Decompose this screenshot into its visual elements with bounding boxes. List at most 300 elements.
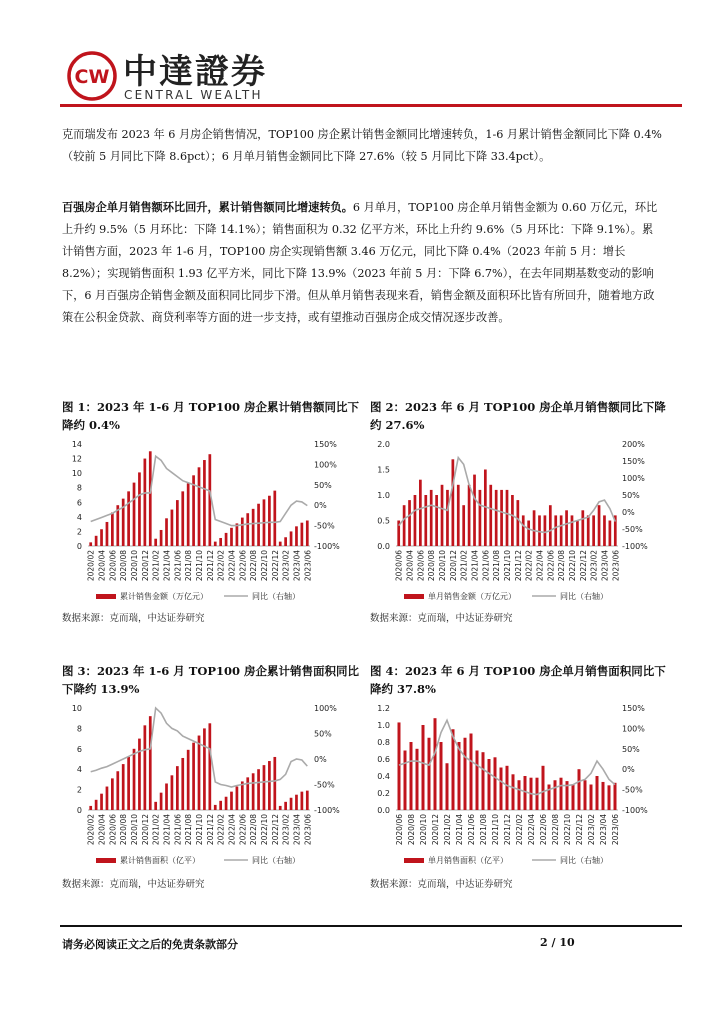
legend-line-label: 同比（右轴） [252, 856, 300, 865]
bar [154, 539, 157, 546]
bar [495, 490, 498, 546]
x-tick-label: 2021/10 [503, 550, 512, 582]
y-left-tick-label: 1.2 [377, 704, 390, 713]
paragraph-2-lead: 百强房企单月销售额环比回升，累计销售额同比增速转负。 [62, 200, 353, 214]
bar [506, 766, 509, 810]
x-tick-label: 2022/02 [515, 814, 524, 846]
bar [100, 794, 103, 810]
bar [100, 529, 103, 546]
bar [144, 459, 147, 546]
bar [284, 537, 287, 546]
bar [138, 739, 141, 810]
bar [468, 485, 471, 546]
bar [602, 782, 605, 810]
figure-1-chart [56, 436, 356, 608]
y-left-tick-label: 0.0 [377, 806, 390, 815]
bar [416, 749, 419, 810]
bar [252, 509, 255, 546]
footer-disclaimer: 请务必阅读正文之后的免责条款部分 [62, 938, 238, 951]
bar [464, 738, 467, 810]
y-right-tick-label: 100% [622, 474, 645, 483]
figure-2-chart [364, 436, 664, 608]
x-tick-label: 2021/02 [151, 814, 161, 846]
bar [511, 495, 514, 546]
y-right-tick-label: -100% [314, 806, 340, 815]
x-tick-label: 2022/12 [578, 550, 588, 582]
y-left-tick-label: 2 [76, 785, 82, 795]
x-tick-label: 2023/02 [587, 814, 596, 846]
x-tick-label: 2022/06 [238, 550, 248, 582]
legend-bar-label: 单月销售金额（万亿元） [428, 592, 516, 601]
bar [219, 538, 222, 546]
y-left-tick-label: 0.5 [377, 516, 390, 526]
bar [516, 500, 519, 546]
bar [106, 787, 109, 810]
x-tick-label: 2022/04 [535, 550, 545, 582]
brand-name-en: CENTRAL WEALTH [124, 88, 263, 102]
x-tick-label: 2022/10 [563, 814, 572, 846]
bar [549, 505, 552, 546]
bar [446, 763, 449, 810]
x-tick-label: 2023/02 [589, 550, 599, 582]
y-right-tick-label: 50% [622, 491, 640, 500]
bar [440, 742, 443, 810]
bar [192, 743, 195, 810]
y-right-tick-label: 50% [622, 744, 640, 754]
y-left-tick-label: 4 [76, 512, 82, 522]
x-tick-label: 2022/12 [270, 550, 280, 582]
bar [479, 490, 482, 546]
bar [565, 510, 568, 546]
bar [398, 722, 401, 810]
brand-name-cn: 中達證券 [123, 52, 267, 92]
bar [138, 472, 141, 546]
x-tick-label: 2020/06 [395, 814, 404, 846]
bar [89, 542, 92, 546]
x-tick-label: 2021/06 [173, 814, 183, 846]
x-tick-label: 2021/04 [470, 550, 480, 582]
bar [160, 530, 163, 546]
bar [290, 531, 293, 546]
x-tick-label: 2020/08 [427, 550, 437, 582]
x-tick-label: 2021/10 [195, 550, 204, 582]
y-left-tick-label: 0.6 [377, 755, 390, 764]
bar [408, 500, 411, 546]
bar [116, 771, 119, 810]
bar [548, 785, 551, 811]
legend-bar-swatch [404, 858, 424, 863]
bar [268, 496, 271, 546]
x-tick-label: 2021/06 [173, 550, 183, 582]
y-right-tick-label: 0% [314, 501, 327, 511]
x-tick-label: 2020/12 [140, 550, 150, 582]
x-tick-label: 2023/06 [611, 814, 620, 846]
bar [187, 750, 190, 810]
bar [609, 521, 612, 547]
x-tick-label: 2022/04 [527, 814, 536, 846]
bar [301, 523, 304, 546]
y-left-tick-label: 8 [76, 483, 82, 493]
figure-3-chart [56, 700, 356, 872]
x-tick-label: 2020/06 [108, 814, 118, 846]
y-left-tick-label: 10 [71, 469, 82, 479]
bar [572, 785, 575, 811]
x-tick-label: 2020/08 [119, 550, 129, 582]
x-tick-label: 2021/12 [205, 814, 215, 846]
x-tick-label: 2023/02 [281, 550, 291, 582]
bar [203, 460, 206, 546]
bar [122, 764, 125, 810]
paragraph-2 [62, 196, 662, 329]
bar [414, 495, 417, 546]
x-tick-label: 2020/04 [405, 550, 415, 582]
y-left-tick-label: 1.0 [377, 721, 390, 730]
bar [452, 459, 455, 546]
bar [236, 523, 239, 546]
legend-line-label: 同比（右轴） [560, 856, 608, 865]
bar [494, 757, 497, 810]
bar [295, 795, 298, 810]
x-tick-label: 2022/08 [551, 814, 560, 846]
figure-2-title: 图 2：2023 年 6 月 TOP100 房企单月销售额同比下降约 27.6% [370, 400, 666, 432]
y-left-tick-label: 12 [71, 454, 82, 464]
y-left-tick-label: 2 [76, 527, 82, 537]
x-tick-label: 2022/10 [259, 550, 269, 582]
x-tick-label: 2021/02 [459, 550, 469, 582]
y-right-tick-label: -50% [314, 521, 335, 531]
bar [236, 787, 239, 810]
y-right-tick-label: 0% [622, 765, 635, 775]
bar [284, 802, 287, 810]
y-left-tick-label: 0.4 [377, 772, 390, 781]
bar [301, 792, 304, 810]
x-tick-label: 2022/10 [567, 550, 577, 582]
bar [533, 510, 536, 546]
bar [279, 542, 282, 546]
central-wealth-logo [66, 50, 118, 102]
bar [581, 510, 584, 546]
bar [149, 716, 152, 810]
y-right-tick-label: 100% [314, 460, 337, 470]
bar [225, 797, 228, 810]
y-right-tick-label: 200% [622, 440, 645, 449]
bar [111, 512, 114, 546]
x-tick-label: 2021/06 [481, 550, 491, 582]
bar [560, 515, 563, 546]
bar [263, 765, 266, 810]
y-right-tick-label: -100% [622, 542, 648, 551]
bar [268, 761, 271, 810]
bar [584, 780, 587, 810]
bar [219, 801, 222, 810]
y-left-tick-label: 0.2 [377, 789, 390, 798]
x-tick-label: 2021/04 [162, 814, 172, 846]
bar [176, 500, 179, 546]
x-tick-label: 2022/02 [216, 550, 226, 582]
legend-line-label: 同比（右轴） [560, 592, 608, 601]
bar [554, 780, 557, 810]
bar [527, 521, 530, 547]
y-right-tick-label: 0% [622, 508, 635, 517]
paragraph-1: 克而瑞发布 2023 年 6 月房企销售情况，TOP100 房企累计销售金额同比增速转负，1-6 月累计销售金额同比下降 0.4%（较前 5 月同比下降 8.6pct）；6 月单月销售金额同比下降 27.6%（较 5 月同比下降 33.4pct）。 [62, 128, 662, 163]
bar [133, 483, 136, 546]
y-right-tick-label: -50% [314, 780, 335, 790]
bar [462, 505, 465, 546]
bar [241, 518, 244, 546]
bar [473, 475, 476, 546]
figure-3-title: 图 3：2023 年 1-6 月 TOP100 房企累计销售面积同比下降约 13.9% [62, 664, 360, 696]
x-tick-label: 2023/04 [292, 814, 302, 846]
bar [446, 490, 449, 546]
y-right-tick-label: 100% [314, 704, 337, 713]
x-tick-label: 2021/08 [492, 550, 502, 582]
bar [419, 480, 422, 546]
bar [230, 528, 233, 546]
bar [500, 768, 503, 811]
bar [512, 774, 515, 810]
bar [587, 515, 590, 546]
x-tick-label: 2022/06 [546, 550, 556, 582]
y-left-tick-label: 1.5 [377, 465, 390, 475]
legend-bar-label: 累计销售面积（亿平） [120, 856, 200, 865]
bar [538, 515, 541, 546]
bar [257, 504, 260, 546]
bar [598, 505, 601, 546]
bar [295, 526, 298, 546]
bar [482, 752, 485, 810]
bar [524, 776, 527, 810]
x-tick-label: 2021/02 [151, 550, 161, 582]
x-tick-label: 2020/04 [97, 814, 107, 846]
x-tick-label: 2023/06 [303, 550, 313, 582]
x-tick-label: 2023/06 [303, 814, 313, 846]
bar [181, 758, 184, 810]
bar [596, 776, 599, 810]
x-tick-label: 2020/02 [86, 550, 96, 582]
x-tick-label: 2020/10 [130, 814, 140, 846]
bar [95, 800, 98, 810]
bar [578, 769, 581, 810]
bar [171, 510, 174, 546]
figure-2-source: 数据来源：克而瑞，中达证券研究 [370, 613, 513, 624]
x-tick-label: 2021/12 [205, 550, 215, 582]
x-tick-label: 2020/06 [416, 550, 426, 582]
x-tick-label: 2022/04 [227, 814, 237, 846]
y-left-tick-label: 14 [71, 440, 82, 449]
bar [246, 777, 249, 810]
bar [214, 805, 217, 810]
y-left-tick-label: 8 [76, 724, 82, 734]
x-tick-label: 2023/04 [599, 814, 608, 846]
bar [165, 783, 168, 810]
figure-1-source: 数据来源：克而瑞，中达证券研究 [62, 613, 205, 624]
bar [506, 490, 509, 546]
bar [441, 485, 444, 546]
y-right-tick-label: 50% [314, 729, 332, 739]
bar [560, 778, 563, 810]
x-tick-label: 2023/04 [292, 550, 302, 582]
bar [592, 515, 595, 546]
y-right-tick-label: 0% [314, 755, 327, 764]
bar [171, 775, 174, 810]
y-right-tick-label: -50% [622, 525, 643, 534]
y-left-tick-label: 0 [76, 806, 82, 815]
x-tick-label: 2021/10 [195, 814, 204, 846]
bar [127, 757, 130, 810]
bar [246, 513, 249, 546]
x-tick-label: 2021/08 [479, 814, 488, 846]
y-left-tick-label: 0.8 [377, 738, 390, 747]
x-tick-label: 2022/06 [238, 814, 248, 846]
x-tick-label: 2022/02 [524, 550, 534, 582]
bar [422, 725, 425, 810]
bar [542, 766, 545, 810]
bar [434, 718, 437, 810]
x-tick-label: 2022/12 [575, 814, 584, 846]
bar [403, 505, 406, 546]
y-right-tick-label: -100% [622, 806, 648, 815]
x-tick-label: 2020/12 [431, 814, 440, 846]
bar [181, 491, 184, 546]
bar [457, 485, 460, 546]
bar [428, 738, 431, 810]
bar [554, 515, 557, 546]
bar [306, 521, 309, 547]
x-tick-label: 2022/08 [249, 550, 259, 582]
y-left-tick-label: 1.0 [377, 491, 390, 500]
bar [608, 785, 611, 810]
bar [144, 725, 147, 810]
bar [203, 728, 206, 810]
y-right-tick-label: 150% [314, 440, 337, 449]
bar [522, 515, 525, 546]
bar [614, 783, 617, 810]
y-right-tick-label: 150% [622, 457, 645, 466]
figure-4-title: 图 4：2023 年 6 月 TOP100 房企单月销售面积同比下降约 37.8% [370, 664, 666, 696]
legend-bar-swatch [96, 858, 116, 863]
bar [154, 802, 157, 810]
x-tick-label: 2022/04 [227, 550, 237, 582]
bar [106, 522, 109, 546]
bar [111, 778, 114, 810]
x-tick-label: 2021/08 [184, 814, 194, 846]
legend-line-label: 同比（右轴） [252, 592, 300, 601]
bar [452, 729, 455, 810]
bar [603, 515, 606, 546]
bar [208, 723, 211, 810]
x-tick-label: 2021/04 [455, 814, 464, 846]
x-tick-label: 2020/08 [119, 814, 129, 846]
y-right-tick-label: 150% [622, 704, 645, 713]
x-tick-label: 2020/08 [407, 814, 416, 846]
x-tick-label: 2022/12 [270, 814, 280, 846]
x-tick-label: 2020/12 [448, 550, 458, 582]
bar [214, 542, 217, 546]
bar [488, 759, 491, 810]
bar [279, 806, 282, 810]
y-left-tick-label: 4 [76, 765, 82, 775]
svg-text:CW: CW [74, 66, 110, 88]
bar [476, 751, 479, 811]
bar [500, 490, 503, 546]
bar [198, 736, 201, 810]
x-tick-label: 2020/10 [438, 550, 448, 582]
bar [165, 518, 168, 546]
x-tick-label: 2020/12 [140, 814, 150, 846]
x-tick-label: 2021/04 [162, 550, 172, 582]
x-tick-label: 2021/12 [513, 550, 523, 582]
figure-4-source: 数据来源：克而瑞，中达证券研究 [370, 879, 513, 890]
bar [424, 495, 427, 546]
bar [410, 742, 413, 810]
bar [225, 533, 228, 546]
bar [176, 766, 179, 810]
paragraph-2-body: 6 月单月，TOP100 房企单月销售金额为 0.60 万亿元，环比上升约 9.5%（5 月环比：下降 14.1%）；销售面积为 0.32 亿平方米，环比上升约 9.6%（5 月环比：下降 9.1%）。累计销售方面，2023 年 1-6 月，TOP100 房企实现销售额 3.46 万亿元，同比下降 0.4%（2023 年前 5 月：增长 8.2%）；实现销售面积 1.93 亿平方米，同比下降 13.9%（2023 年前 5 月：下降 6.7%），在去年同期基数变动的影响下，6 月百强房企销售金额及面积同比同步下滑。但从单月销售表现来看，销售金额及面积环比皆有所回升，随着地方政策在公积金贷款、商贷利率等方面的进一步支持，或有望推动百强房企成交情况逐步改善。 [62, 201, 658, 324]
bar [133, 749, 136, 810]
legend-bar-swatch [404, 594, 424, 599]
x-tick-label: 2020/06 [108, 550, 118, 582]
bar [404, 751, 407, 811]
x-tick-label: 2021/08 [184, 550, 194, 582]
bar [241, 781, 244, 810]
bar [590, 785, 593, 811]
x-tick-label: 2021/02 [443, 814, 452, 846]
bar [187, 483, 190, 546]
bar [435, 495, 438, 546]
bar [257, 769, 260, 810]
x-tick-label: 2023/04 [600, 550, 610, 582]
y-left-tick-label: 10 [71, 704, 82, 713]
bar [230, 792, 233, 810]
y-left-tick-label: 6 [76, 744, 82, 754]
x-tick-label: 2020/10 [130, 550, 140, 582]
bar [489, 485, 492, 546]
legend-bar-swatch [96, 594, 116, 599]
y-right-tick-label: -50% [622, 785, 643, 795]
bar [273, 491, 276, 546]
x-tick-label: 2022/08 [557, 550, 567, 582]
x-tick-label: 2022/02 [216, 814, 226, 846]
figure-3-source: 数据来源：克而瑞，中达证券研究 [62, 879, 205, 890]
figure-4-chart [364, 700, 664, 872]
bar [544, 515, 547, 546]
bar [430, 490, 433, 546]
y-left-tick-label: 6 [76, 498, 82, 508]
x-tick-label: 2020/04 [97, 550, 107, 582]
bar [127, 491, 130, 546]
bar [95, 536, 98, 546]
bar [273, 757, 276, 810]
page-number: 2 / 10 [540, 936, 575, 949]
x-tick-label: 2020/06 [394, 550, 404, 582]
bar [306, 791, 309, 810]
figure-1-title: 图 1：2023 年 1-6 月 TOP100 房企累计销售额同比下降约 0.4% [62, 400, 360, 432]
x-tick-label: 2020/10 [419, 814, 428, 846]
x-tick-label: 2020/02 [86, 814, 96, 846]
x-tick-label: 2021/10 [491, 814, 500, 846]
x-tick-label: 2022/10 [259, 814, 269, 846]
bar [198, 467, 201, 546]
bar [149, 451, 152, 546]
x-tick-label: 2023/06 [611, 550, 621, 582]
bar [518, 780, 521, 810]
x-tick-label: 2021/06 [467, 814, 476, 846]
x-tick-label: 2023/02 [281, 814, 291, 846]
legend-bar-label: 累计销售金额（万亿元） [120, 592, 208, 601]
legend-bar-label: 单月销售面积（亿平） [428, 856, 508, 865]
bar [290, 798, 293, 810]
bar [571, 515, 574, 546]
